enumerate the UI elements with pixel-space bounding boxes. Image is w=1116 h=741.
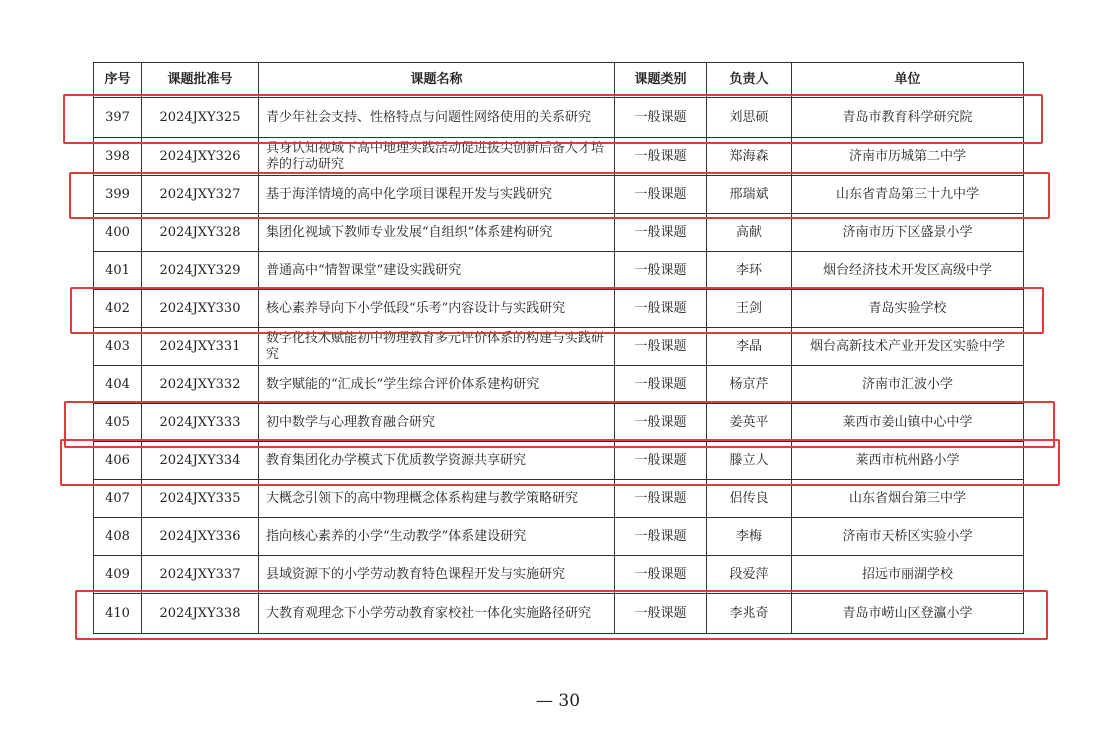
cell-serial: 408 (94, 518, 142, 556)
table-row (94, 518, 1024, 556)
cell-leader: 杨京芹 (707, 366, 792, 404)
cell-serial: 406 (94, 442, 142, 480)
cell-leader: 邢瑞斌 (707, 176, 792, 214)
cell-unit: 青岛市崂山区登瀛小学 (792, 594, 1024, 634)
header-serial: 序号 (94, 63, 142, 98)
project-table (93, 62, 1024, 634)
cell-unit: 济南市汇波小学 (792, 366, 1024, 404)
cell-category: 一般课题 (615, 138, 707, 176)
cell-serial: 409 (94, 556, 142, 594)
cell-approval-no: 2024JXY338 (142, 594, 259, 634)
cell-title: 具身认知视域下高中地理实践活动促进拔尖创新后备人才培养的行动研究 (259, 138, 615, 176)
cell-category: 一般课题 (615, 176, 707, 214)
cell-serial: 402 (94, 290, 142, 328)
header-unit: 单位 (792, 63, 1024, 98)
cell-unit: 济南市历下区盛景小学 (792, 214, 1024, 252)
cell-leader: 高献 (707, 214, 792, 252)
cell-title: 指向核心素养的小学“生动教学”体系建设研究 (259, 518, 615, 556)
cell-unit: 青岛市教育科学研究院 (792, 98, 1024, 138)
cell-unit: 莱西市杭州路小学 (792, 442, 1024, 480)
cell-serial: 398 (94, 138, 142, 176)
cell-serial: 405 (94, 404, 142, 442)
cell-title: 初中数学与心理教育融合研究 (259, 404, 615, 442)
cell-approval-no: 2024JXY334 (142, 442, 259, 480)
cell-approval-no: 2024JXY331 (142, 328, 259, 366)
header-title: 课题名称 (259, 63, 615, 98)
cell-category: 一般课题 (615, 480, 707, 518)
cell-category: 一般课题 (615, 252, 707, 290)
cell-unit: 招远市丽湖学校 (792, 556, 1024, 594)
cell-serial: 404 (94, 366, 142, 404)
cell-unit: 青岛实验学校 (792, 290, 1024, 328)
cell-category: 一般课题 (615, 556, 707, 594)
cell-title: 数字赋能的“汇成长”学生综合评价体系建构研究 (259, 366, 615, 404)
cell-serial: 397 (94, 98, 142, 138)
cell-category: 一般课题 (615, 404, 707, 442)
cell-leader: 李环 (707, 252, 792, 290)
cell-approval-no: 2024JXY327 (142, 176, 259, 214)
cell-leader: 郑海森 (707, 138, 792, 176)
cell-category: 一般课题 (615, 366, 707, 404)
cell-unit: 山东省青岛第三十九中学 (792, 176, 1024, 214)
highlight-box (75, 590, 1048, 640)
cell-unit: 山东省烟台第三中学 (792, 480, 1024, 518)
cell-approval-no: 2024JXY328 (142, 214, 259, 252)
cell-serial: 410 (94, 594, 142, 634)
cell-approval-no: 2024JXY329 (142, 252, 259, 290)
cell-serial: 407 (94, 480, 142, 518)
table-row (94, 252, 1024, 290)
cell-title: 青少年社会支持、性格特点与问题性网络使用的关系研究 (259, 98, 615, 138)
cell-title: 数字化技术赋能初中物理教育多元评价体系的构建与实践研究 (259, 328, 615, 366)
cell-category: 一般课题 (615, 518, 707, 556)
cell-leader: 滕立人 (707, 442, 792, 480)
cell-unit: 莱西市姜山镇中心中学 (792, 404, 1024, 442)
highlight-box (63, 94, 1043, 144)
cell-category: 一般课题 (615, 328, 707, 366)
header-approval-no: 课题批准号 (142, 63, 259, 98)
cell-title: 大概念引领下的高中物理概念体系构建与教学策略研究 (259, 480, 615, 518)
cell-title: 大教育观理念下小学劳动教育家校社一体化实施路径研究 (259, 594, 615, 634)
cell-approval-no: 2024JXY325 (142, 98, 259, 138)
cell-leader: 李梅 (707, 518, 792, 556)
cell-title: 普通高中“情智课堂”建设实践研究 (259, 252, 615, 290)
cell-title: 县域资源下的小学劳动教育特色课程开发与实施研究 (259, 556, 615, 594)
cell-approval-no: 2024JXY335 (142, 480, 259, 518)
cell-category: 一般课题 (615, 98, 707, 138)
cell-category: 一般课题 (615, 290, 707, 328)
cell-title: 集团化视域下教师专业发展“自组织”体系建构研究 (259, 214, 615, 252)
highlight-box (70, 287, 1044, 334)
cell-approval-no: 2024JXY332 (142, 366, 259, 404)
cell-unit: 烟台高新技术产业开发区实验中学 (792, 328, 1024, 366)
table-row (94, 214, 1024, 252)
cell-category: 一般课题 (615, 442, 707, 480)
cell-approval-no: 2024JXY337 (142, 556, 259, 594)
cell-leader: 侣传良 (707, 480, 792, 518)
cell-unit: 烟台经济技术开发区高级中学 (792, 252, 1024, 290)
cell-category: 一般课题 (615, 214, 707, 252)
cell-serial: 401 (94, 252, 142, 290)
header-category: 课题类别 (615, 63, 707, 98)
highlight-box (60, 439, 1060, 486)
cell-category: 一般课题 (615, 594, 707, 634)
cell-leader: 段爱萍 (707, 556, 792, 594)
page-number: — 30 (535, 691, 581, 711)
table-row (94, 556, 1024, 594)
cell-leader: 李晶 (707, 328, 792, 366)
cell-leader: 李兆奇 (707, 594, 792, 634)
cell-title: 基于海洋情境的高中化学项目课程开发与实践研究 (259, 176, 615, 214)
cell-serial: 400 (94, 214, 142, 252)
cell-unit: 济南市历城第二中学 (792, 138, 1024, 176)
table-header-row (94, 63, 1024, 98)
cell-approval-no: 2024JXY336 (142, 518, 259, 556)
cell-approval-no: 2024JXY326 (142, 138, 259, 176)
cell-serial: 399 (94, 176, 142, 214)
cell-leader: 王剑 (707, 290, 792, 328)
cell-unit: 济南市天桥区实验小学 (792, 518, 1024, 556)
cell-title: 教育集团化办学模式下优质教学资源共享研究 (259, 442, 615, 480)
cell-approval-no: 2024JXY333 (142, 404, 259, 442)
cell-title: 核心素养导向下小学低段“乐考”内容设计与实践研究 (259, 290, 615, 328)
cell-approval-no: 2024JXY330 (142, 290, 259, 328)
cell-leader: 刘思硕 (707, 98, 792, 138)
header-leader: 负责人 (707, 63, 792, 98)
highlight-box (69, 172, 1050, 219)
table-row (94, 366, 1024, 404)
cell-leader: 姜英平 (707, 404, 792, 442)
cell-serial: 403 (94, 328, 142, 366)
